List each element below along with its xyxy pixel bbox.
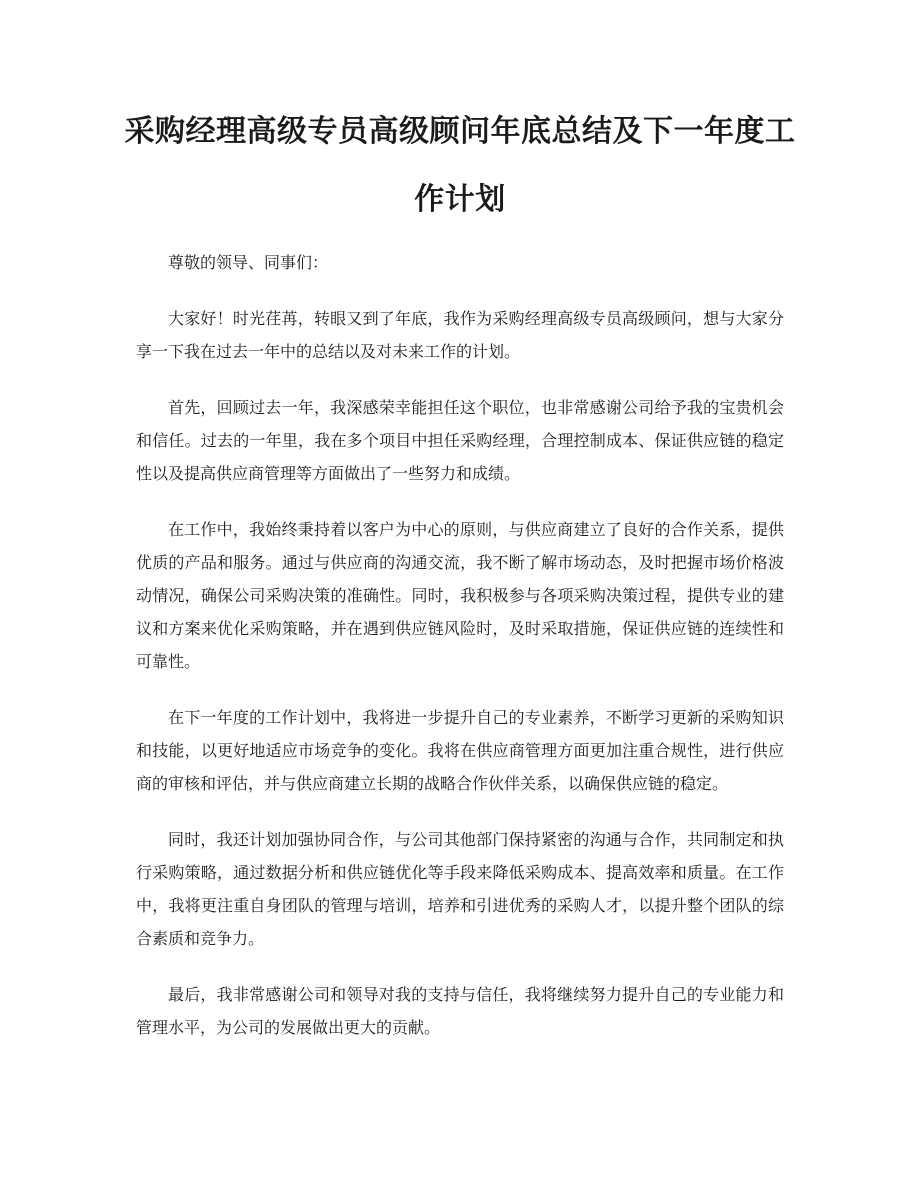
closing-paragraph: 最后，我非常感谢公司和领导对我的支持与信任，我将继续努力提升自己的专业能力和管理水平，为公司的发展做出更大的贡献。 xyxy=(136,985,784,1037)
intro-paragraph: 大家好！时光荏苒，转眼又到了年底，我作为采购经理高级专员高级顾问，想与大家分享一下我在过去一年中的总结以及对未来工作的计划。 xyxy=(136,309,784,361)
document-body xyxy=(136,246,784,1067)
collaboration-paragraph: 同时，我还计划加强协同合作，与公司其他部门保持紧密的沟通与合作，共同制定和执行采购策略，通过数据分析和供应链优化等手段来降低采购成本、提高效率和质量。在工作中，我将更注重自身团队的管理与培训，培养和引进优秀的采购人才，以提升整个团队的综合素质和竞争力。 xyxy=(136,830,784,948)
document-title: 采购经理高级专员高级顾问年底总结及下一年度工作计划 xyxy=(124,114,796,217)
plan-paragraph: 在下一年度的工作计划中，我将进一步提升自己的专业素养，不断学习更新的采购知识和技能，以更好地适应市场竞争的变化。我将在供应商管理方面更加注重合规性，进行供应商的审核和评估，并与供应商建立长期的战略合作伙伴关系，以确保供应链的稳定。 xyxy=(136,708,784,793)
work-paragraph: 在工作中，我始终秉持着以客户为中心的原则，与供应商建立了良好的合作关系，提供优质的产品和服务。通过与供应商的沟通交流，我不断了解市场动态，及时把握市场价格波动情况，确保公司采购决策的准确性。同时，我积极参与各项采购决策过程，提供专业的建议和方案来优化采购策略，并在遇到供应链风险时，及时采取措施，保证供应链的连续性和可靠性。 xyxy=(136,520,784,671)
review-paragraph: 首先，回顾过去一年，我深感荣幸能担任这个职位，也非常感谢公司给予我的宝贵机会和信任。过去的一年里，我在多个项目中担任采购经理，合理控制成本、保证供应链的稳定性以及提高供应商管理等方面做出了一些努力和成绩。 xyxy=(136,398,784,483)
salutation-paragraph: 尊敬的领导、同事们： xyxy=(168,253,329,272)
